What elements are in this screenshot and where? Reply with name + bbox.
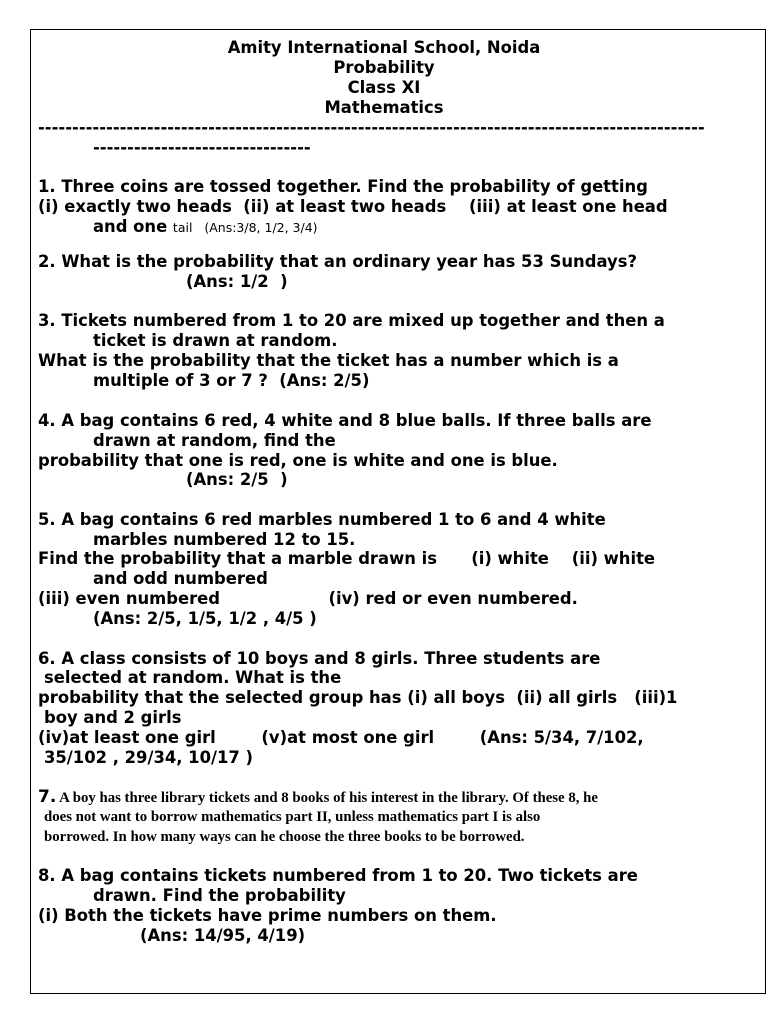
question-text (93, 217, 318, 238)
question-text: probability that the selected group has (i) all boys (ii) all girls (iii)1 (38, 688, 678, 707)
question-text: 5. A bag contains 6 red marbles numbered 1 to 6 and 4 white (38, 510, 606, 529)
question-text: 4. A bag contains 6 red, 4 white and 8 blue balls. If three balls are (38, 411, 652, 430)
separator-line-short: -------------------------------- (93, 138, 311, 157)
question-text: drawn. Find the probability (93, 886, 346, 905)
separator-line: -------------------------------------------------------------------------------------------------- (38, 118, 705, 137)
answer-text: tail (Ans:3/8, 1/2, 3/4) (172, 220, 318, 235)
question-text: marbles numbered 12 to 15. (93, 530, 356, 549)
answer-text: (Ans: 2/5, 1/5, 1/2 , 4/5 ) (93, 609, 317, 628)
answer-text: (Ans: 2/5 ) (186, 470, 288, 489)
school-name: Amity International School, Noida (227, 38, 541, 57)
question-text: 2. What is the probability that an ordinary year has 53 Sundays? (38, 252, 637, 271)
question-text: 3. Tickets numbered from 1 to 20 are mixed up together and then a (38, 311, 665, 330)
question-text-part: and one (93, 217, 173, 236)
question-text: does not want to borrow mathematics part II, unless mathematics part I is also (44, 809, 541, 825)
question-text: Find the probability that a marble drawn is (i) white (ii) white (38, 549, 656, 568)
question-text: 1. Three coins are tossed together. Find the probability of getting (38, 177, 648, 196)
question-text (38, 787, 598, 808)
answer-text: (Ans: 14/95, 4/19) (140, 926, 306, 945)
answer-text: 35/102 , 29/34, 10/17 ) (44, 748, 253, 767)
question-number: 7. (38, 787, 57, 807)
question-text: (iv)at least one girl (v)at most one girl (Ans: 5/34, 7/102, (38, 728, 644, 747)
question-text: multiple of 3 or 7 ? (Ans: 2/5) (93, 371, 370, 390)
question-text: drawn at random, find the (93, 431, 336, 450)
topic-title: Probability (333, 58, 435, 77)
question-text: What is the probability that the ticket has a number which is a (38, 351, 619, 370)
question-text: ticket is drawn at random. (93, 331, 338, 350)
question-text-part: A boy has three library tickets and 8 books of his interest in the library. Of these 8, he (56, 790, 598, 806)
subject-label: Mathematics (324, 98, 444, 117)
question-text: (i) Both the tickets have prime numbers on them. (38, 906, 497, 925)
question-text: probability that one is red, one is white and one is blue. (38, 451, 558, 470)
question-text: (iii) even numbered (iv) red or even numbered. (38, 589, 578, 608)
class-label: Class XI (347, 78, 421, 97)
question-text: selected at random. What is the (44, 668, 342, 687)
question-text: borrowed. In how many ways can he choose the three books to be borrowed. (44, 829, 525, 845)
question-text: (i) exactly two heads (ii) at least two heads (iii) at least one head (38, 197, 668, 216)
question-text: 8. A bag contains tickets numbered from 1 to 20. Two tickets are (38, 866, 638, 885)
question-text: and odd numbered (93, 569, 268, 588)
answer-text: (Ans: 1/2 ) (186, 272, 288, 291)
question-text: boy and 2 girls (44, 708, 182, 727)
question-text: 6. A class consists of 10 boys and 8 girls. Three students are (38, 649, 601, 668)
